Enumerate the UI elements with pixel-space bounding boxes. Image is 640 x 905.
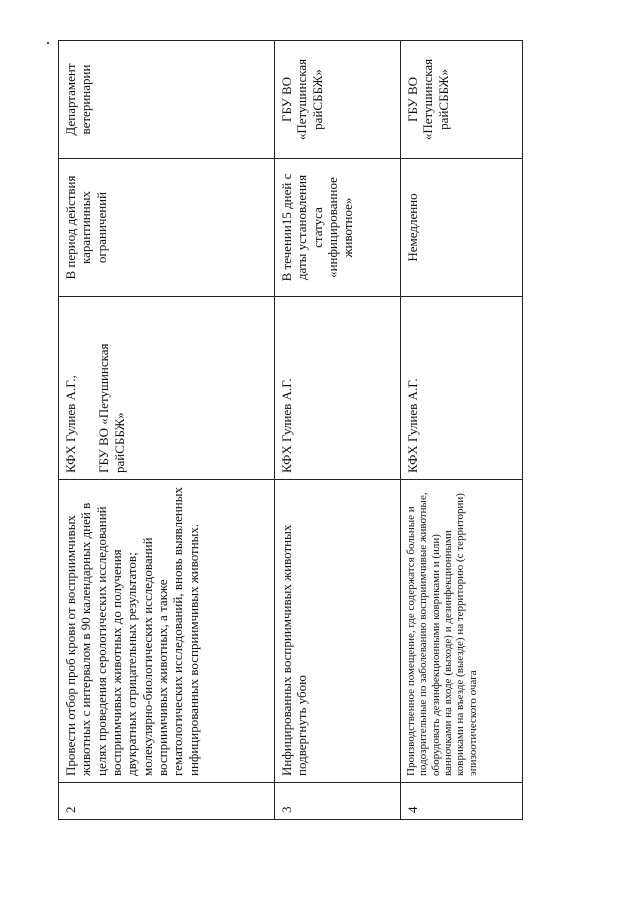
scan-speck xyxy=(47,42,49,44)
rotated-table-wrapper xyxy=(58,40,523,820)
table-row xyxy=(275,41,401,820)
executor-cell: ГБУ ВО «Петушинская райСББЖ» xyxy=(275,41,401,159)
term-cell: Немедленно xyxy=(401,159,523,297)
table-row xyxy=(59,41,275,820)
responsible-cell: КФХ Гулиев А.Г. xyxy=(401,297,523,480)
action-cell: Провести отбор проб крови от восприимчивых животных с интервалом в 90 календарных дней в целях проведения серологических исследований восприимчивых животных до получения двукратных отрицательных результатов; молекулярно-биологических исследований восприимчивых животных, а также гематологических исследований, вновь выявленных инфицированных восприимчивых животных. xyxy=(59,480,275,783)
executor-cell: Департамент ветеринарии xyxy=(59,41,275,159)
table-row xyxy=(401,41,523,820)
responsible-cell: КФХ Гулиев А.Г. xyxy=(275,297,401,480)
term-cell: В течении15 дней с даты установления статуса «инфицированное животное» xyxy=(275,159,401,297)
responsible-primary: КФХ Гулиев А.Г., xyxy=(63,375,78,473)
executor-cell: ГБУ ВО «Петушинская райСББЖ» xyxy=(401,41,523,159)
responsible-cell xyxy=(59,297,275,480)
action-cell: Производственное помещение, где содержатся больные и подозрительные по заболеванию восприимчивые животные, оборудовать дезинфекционными ковриками и (или) ванночками на входе (выходе) и дезинфекционными ковриками на въезде (выезде) на территорию (с территории) эпизоотического очага xyxy=(401,480,523,783)
row-number: 2 xyxy=(59,783,275,820)
row-number: 3 xyxy=(275,783,401,820)
responsible-secondary: ГБУ ВО «Петушинская райСББЖ» xyxy=(96,343,127,473)
term-cell: В период действия карантинных ограничений xyxy=(59,159,275,297)
measures-table xyxy=(58,40,523,820)
action-cell: Инфицированных восприимчивых животных подвергнуть убою xyxy=(275,480,401,783)
row-number: 4 xyxy=(401,783,523,820)
